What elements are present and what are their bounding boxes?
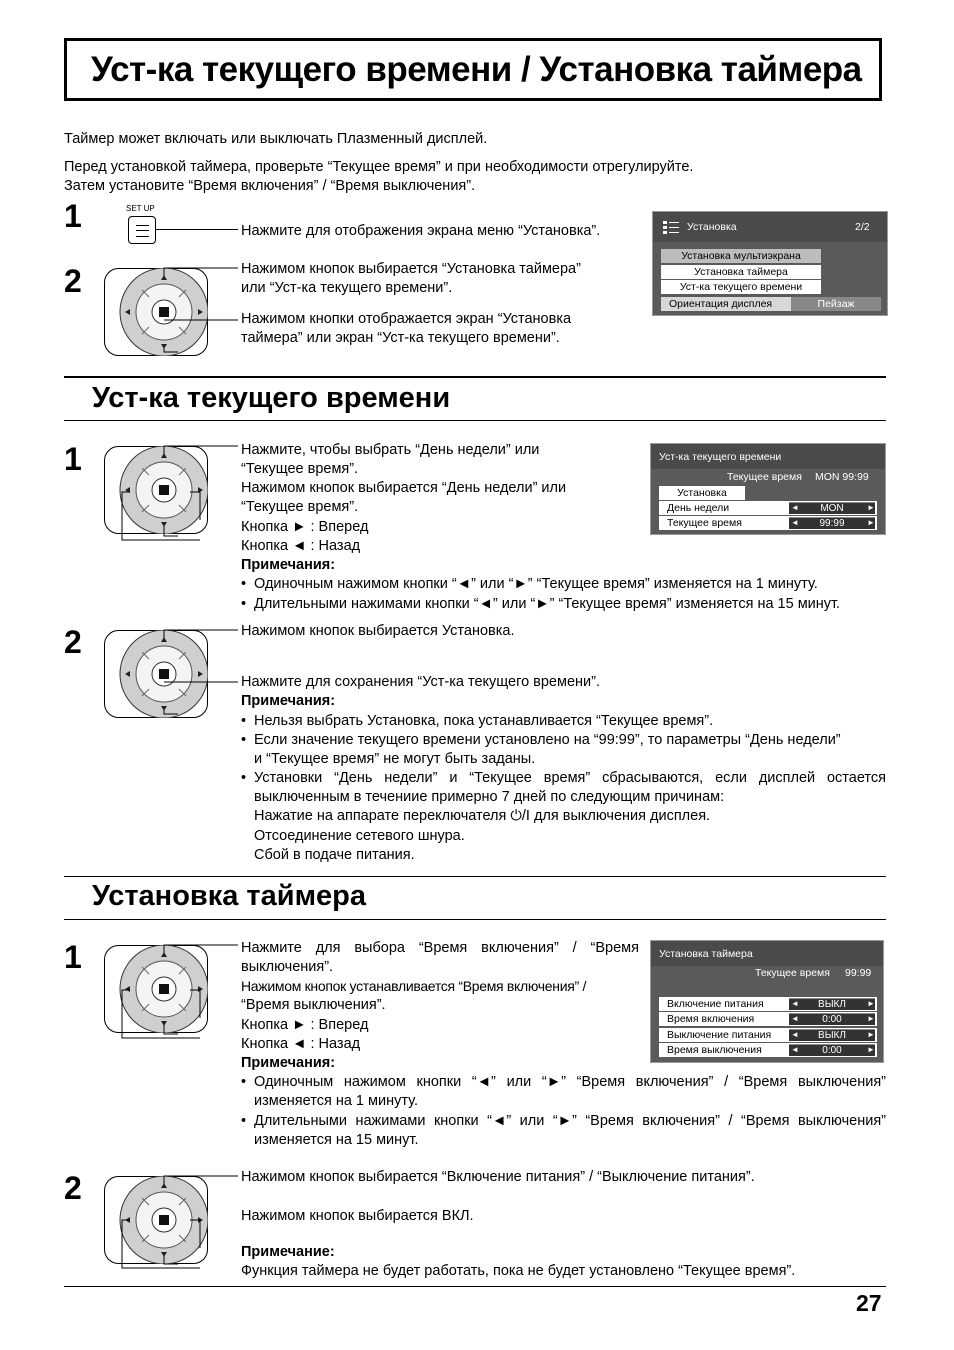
right-arrow-icon: ► — [867, 999, 875, 1008]
osd-time-row-day-value: MON — [789, 502, 875, 514]
timer-step2-l2: Нажимом кнопок выбирается ВКЛ. — [241, 1208, 474, 1224]
left-arrow-icon: ◄ — [791, 1014, 799, 1023]
osd-setup-title: Установка — [687, 221, 737, 233]
timer-step1-l4: “Время выключения”. — [241, 997, 386, 1013]
timer-note-label: Примечание: — [241, 1244, 335, 1260]
setup-step2-text-b2: таймера” или экран “Уст-ка текущего времени”. — [241, 330, 560, 346]
timer-note-text: Функция таймера не будет работать, пока не будет установлено “Текущее время”. — [241, 1263, 796, 1279]
time-step2-number: 2 — [64, 624, 82, 660]
time-note2-3: • Установки “День недели” и “Текущее время” сбрасываются, если дисплей остается выключенным в течениие примерно 7 дней по следующим причинам: Нажатие на аппарате переключателя ⏻/I для выключения дисплея. Отсоединение сетевого шнура. Сбой в подаче питания. — [241, 770, 886, 863]
intro-line-3: Затем установите “Время включения” / “Время выключения”. — [64, 178, 476, 194]
left-arrow-icon: ◄ — [791, 503, 799, 512]
osd-timer-row-on-time-label[interactable]: Время включения — [659, 1012, 877, 1026]
right-arrow-icon: ► — [867, 503, 875, 512]
osd-item-current-time[interactable]: Уст-ка текущего времени — [661, 280, 821, 294]
osd-item-orientation-label[interactable]: Ориентация дисплея — [661, 297, 791, 311]
osd-timer-row-power-on-label[interactable]: Включение питания — [659, 997, 877, 1011]
timer-step1-l3: Нажимом кнопок устанавливается “Время включения” / — [241, 978, 587, 994]
right-arrow-icon: ► — [867, 1045, 875, 1054]
timer-step1-l5: Кнопка ► : Вперед — [241, 1017, 369, 1033]
osd-timer-row-on-time-value: 0:00 — [789, 1013, 875, 1025]
time-step1-l3: Нажимом кнопок выбирается “День недели” или — [241, 480, 567, 496]
left-arrow-icon: ◄ — [791, 999, 799, 1008]
left-arrow-icon: ◄ — [791, 518, 799, 527]
time-step1-l4: “Текущее время”. — [241, 499, 359, 515]
timer-step2-l1: Нажимом кнопок выбирается “Включение питания” / “Выключение питания”. — [241, 1169, 755, 1185]
timer-notes-label: Примечания: — [241, 1055, 336, 1071]
osd-time-current-label: Текущее время — [727, 471, 802, 483]
time-step2-l1: Нажимом кнопок выбирается Установка. — [241, 623, 515, 639]
section-heading-time: Уст-ка текущего времени — [92, 382, 451, 414]
osd-time-title: Уст-ка текущего времени — [659, 451, 782, 463]
setup-button-label: SET UP — [126, 204, 155, 213]
timer-step1-number: 1 — [64, 939, 82, 975]
time-note2-2: • Если значение текущего времени установлено на “99:99”, то параметры “День недели” и “Текущее время” не могут быть заданы. — [241, 732, 841, 767]
osd-item-orientation-value: Пейзаж — [791, 297, 881, 311]
osd-timer-row-off-time-value: 0:00 — [789, 1044, 875, 1056]
time-notes-label: Примечания: — [241, 557, 336, 573]
time-step1-number: 1 — [64, 441, 82, 477]
time-step2-l2: Нажмите для сохранения “Уст-ка текущего времени”. — [241, 674, 600, 690]
setup-step1-number: 1 — [64, 198, 82, 234]
time-notes2-label: Примечания: — [241, 693, 336, 709]
setup-step2-number: 2 — [64, 263, 82, 299]
intro-line-2: Перед установкой таймера, проверьте “Текущее время” и при необходимости отрегулируйте. — [64, 159, 694, 175]
timer-step1-l6: Кнопка ◄ : Назад — [241, 1036, 361, 1052]
time-note-2: • Длительными нажимами кнопки “◄” или “►” “Текущее время” изменяется на 15 минут. — [241, 596, 841, 612]
setup-step2-text-b1: Нажимом кнопки отображается экран “Установка — [241, 311, 572, 327]
timer-step2-number: 2 — [64, 1170, 82, 1206]
osd-item-timer[interactable]: Установка таймера — [661, 265, 821, 279]
time-step1-l5: Кнопка ► : Вперед — [241, 519, 369, 535]
osd-setup-page: 2/2 — [855, 221, 870, 233]
time-step1-l1: Нажмите, чтобы выбрать “День недели” или — [241, 442, 540, 458]
osd-time-row-day-label[interactable]: День недели — [659, 501, 877, 515]
osd-time-current-value: MON 99:99 — [815, 471, 869, 483]
timer-note-2: • Длительными нажимами кнопки “◄” или “►” “Время включения” / “Время выключения” изменяется на 15 минут. — [241, 1113, 886, 1148]
page-number: 27 — [856, 1290, 882, 1316]
left-arrow-icon: ◄ — [791, 1030, 799, 1039]
setup-step2-text-a1: Нажимом кнопок выбирается “Установка таймера” — [241, 261, 581, 277]
osd-time-row-time-label[interactable]: Текущее время — [659, 516, 877, 530]
intro-line-1: Таймер может включать или выключать Плазменный дисплей. — [64, 131, 488, 147]
timer-step1-l1: Нажмите для выбора “Время включения” / “Время — [241, 940, 639, 956]
time-step1-l6: Кнопка ◄ : Назад — [241, 538, 361, 554]
setup-step1-text: Нажмите для отображения экрана меню “Установка”. — [241, 223, 601, 239]
page-title: Уст-ка текущего времени / Установка таймера — [91, 50, 862, 89]
right-arrow-icon: ► — [867, 1030, 875, 1039]
osd-timer-row-off-time-label[interactable]: Время выключения — [659, 1043, 877, 1057]
time-note2-1: • Нельзя выбрать Установка, пока устанавливается “Текущее время”. — [241, 713, 714, 729]
osd-timer-current-value: 99:99 — [845, 967, 872, 979]
time-step1-l2: “Текущее время”. — [241, 461, 359, 477]
section-heading-timer: Установка таймера — [92, 880, 367, 912]
osd-timer-row-power-off-label[interactable]: Выключение питания — [659, 1028, 877, 1042]
time-note-1: • Одиночным нажимом кнопки “◄” или “►” “Текущее время” изменяется на 1 минуту. — [241, 576, 818, 592]
left-arrow-icon: ◄ — [791, 1045, 799, 1054]
osd-time-row-time-value: 99:99 — [789, 517, 875, 529]
right-arrow-icon: ► — [867, 1014, 875, 1023]
timer-step1-l2: выключения”. — [241, 959, 334, 975]
osd-timer-current-label: Текущее время — [755, 967, 830, 979]
osd-timer-title: Установка таймера — [659, 948, 753, 960]
osd-timer-row-power-on-value: ВЫКЛ — [789, 998, 875, 1010]
right-arrow-icon: ► — [867, 518, 875, 527]
osd-time-set-button[interactable]: Установка — [659, 486, 745, 500]
timer-note-1: • Одиночным нажимом кнопки “◄” или “►” “Время включения” / “Время выключения” изменяется на 1 минуту. — [241, 1074, 886, 1109]
setup-step2-text-a2: или “Уст-ка текущего времени”. — [241, 280, 453, 296]
footer-divider — [64, 1286, 886, 1287]
osd-timer-row-power-off-value: ВЫКЛ — [789, 1029, 875, 1041]
osd-item-multiscreen[interactable]: Установка мультиэкрана — [661, 249, 821, 263]
